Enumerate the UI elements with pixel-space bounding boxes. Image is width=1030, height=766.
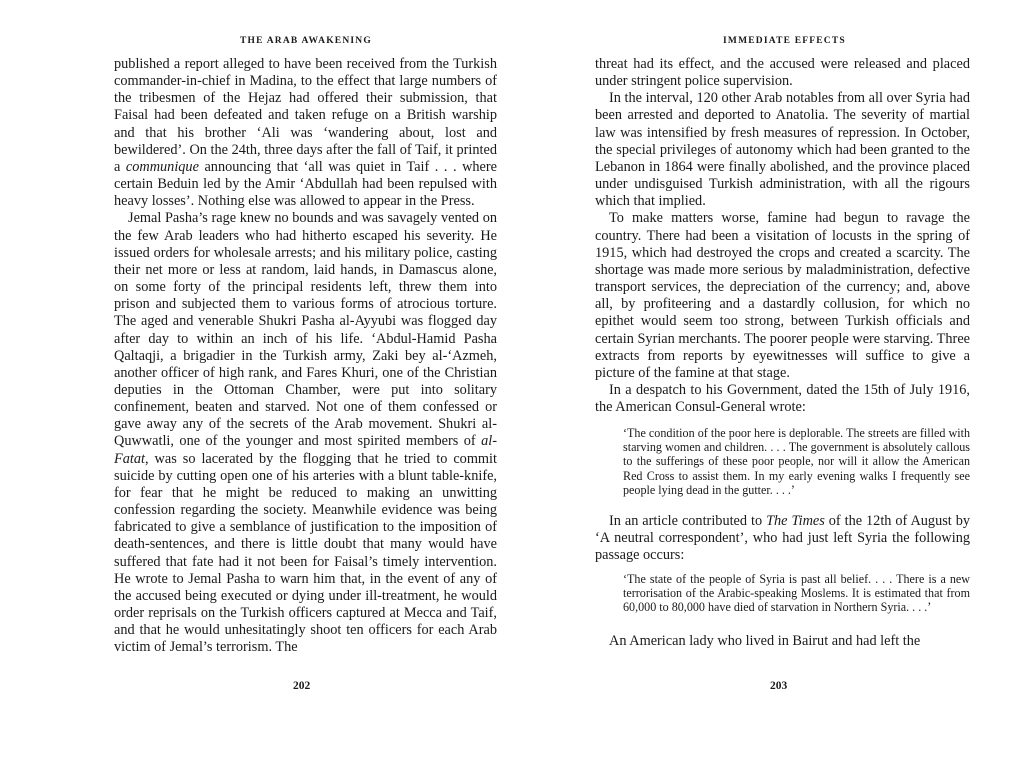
paragraph: An American lady who lived in Bairut and had left the xyxy=(609,632,921,649)
running-head: THE ARAB AWAKENING xyxy=(240,36,372,46)
block-quote: ‘The condition of the poor here is deplorable. The streets are filled with starving women and children. . . . The government is absolutely callous to the sufferings of these poor people, nor will it allow the American Red Cross to assist them. In my early evening walks I frequently see people lying dead in the gutter. . . .’ xyxy=(623,426,970,497)
paragraph: Jemal Pasha’s rage knew no bounds and was savagely vented on the few Arab leaders who had hitherto escaped his severity. He issued orders for wholesale arrests; and his military police, casting their net more or less at random, laid hands, in Damascus alone, on some forty of the principal residents left, threw them into prison and subjected them to various forms of atrocious torture. The aged and venerable Shukri Pasha al-Ayyubi was flogged day after day to within an inch of his life. ‘Abdul-Hamid Pasha Qaltaqji, a brigadier in the Turkish army, Zaki bey al-‘Azmeh, another officer of high rank, and Fares Khuri, one of the Christian deputies in the Ottoman Chamber, were put into solitary confinement, beaten and starved. Not one of them confessed or gave away any of the secrets of the Arab movement. Shukri al-Quwwatli, one of the younger and most spirited members of al-Fatat, was so lacerated by the flogging that he tried to commit suicide by cutting open one of his arteries with a blunt table-knife, for fear that he might be reduced to making an unwitting confession regarding the society. Meanwhile evidence was being fabricated to give a semblance of justification to the imposition of death-sentences, and there is little doubt that many would have suffered that fate had it not been for Faisal’s timely intervention. He wrote to Jemal Pasha to warn him that, in the event of any of the accused being executed or dying under ill-treatment, he would order reprisals on the Turkish officers captured at Mecca and Taif, and that he would unhesitatingly shoot ten officers for each Arab victim of Jemal’s terrorism. The xyxy=(114,210,497,656)
page-body xyxy=(595,56,970,650)
paragraph: To make matters worse, famine had begun to ravage the country. There had been a visitation of locusts in the spring of 1915, which had destroyed the crops and created a scarcity. The shortage was made more serious by maladministration, defective transport services, the depreciation of the currency; and, above all, by profiteering and a dastardly collusion, for which no epithet would seem too strong, between Turkish officials and certain Syrian merchants. The poorer people were starving. Three extracts from reports by eyewitnesses will suffice to give a picture of the famine at that stage. xyxy=(595,210,971,381)
paragraph: published a report alleged to have been received from the Turkish commander-in-chief in Madina, to the effect that large numbers of the tribesmen of the Hejaz had offered their submission, that Faisal had been defeated and taken refuge on a British warship and that his brother ‘Ali was ‘wandering about, lost and bewildered’. On the 24th, three days after the fall of Taif, it printed a communique announcing that ‘all was quiet in Taif . . . where certain Beduin led by the Amir ‘Abdullah had been repulsed with heavy losses’. Nothing else was allowed to appear in the Press. xyxy=(114,56,498,210)
running-head: IMMEDIATE EFFECTS xyxy=(723,36,846,46)
paragraph: In an article contributed to The Times of the 12th of August by ‘A neutral correspondent’, who had just left Syria the following passage occurs: xyxy=(595,512,970,564)
paragraph: In a despatch to his Government, dated the 15th of July 1916, the American Consul-General wrote: xyxy=(595,381,970,416)
paragraph: In the interval, 120 other Arab notables from all over Syria had been arrested and deported to Anatolia. The severity of martial law was intensified by fresh measures of repression. In October, the special privileges of autonomy which had been granted to the Lebanon in 1864 were finally abolished, and the province placed under undisguised Turkish administration, with all the rigours which that implied. xyxy=(595,90,970,210)
right-page xyxy=(515,0,1030,766)
block-quote: ‘The state of the people of Syria is past all belief. . . . There is a new terrorisation of the Arabic-speaking Moslems. It is estimated that from 60,000 to 80,000 have died of starvation in Northern Syria. . . .’ xyxy=(623,572,970,615)
page-number: 202 xyxy=(293,680,311,692)
paragraph: threat had its effect, and the accused were released and placed under stringent police supervision. xyxy=(595,56,970,90)
page-body xyxy=(114,56,497,656)
page-number: 203 xyxy=(770,680,788,692)
